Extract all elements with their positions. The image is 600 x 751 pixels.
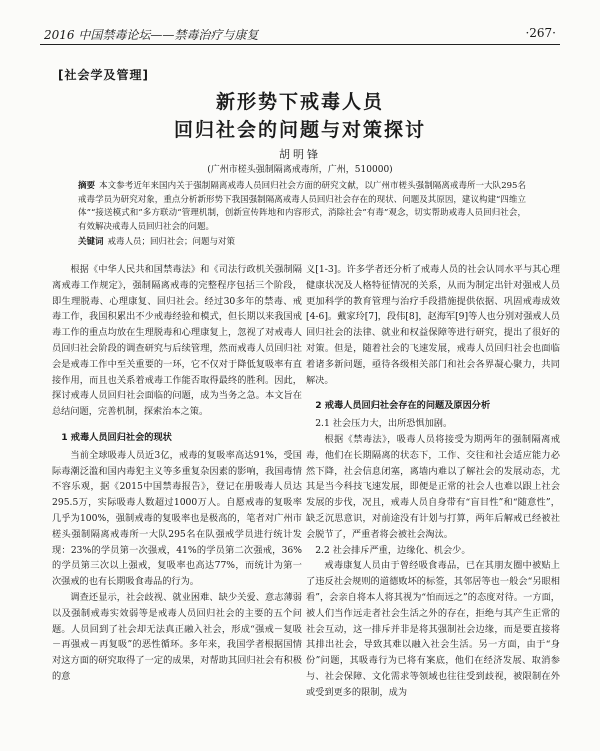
paper-title (0, 88, 600, 144)
affiliation: (广州市槎头强制隔离戒毒所，广州，510000) (207, 165, 393, 175)
journal-title: 2016 中国禁毒论坛——禁毒治疗与康复 (44, 28, 259, 42)
keywords-text: 戒毒人员；回归社会；问题与对策 (107, 237, 236, 247)
section-1-paragraph-2: 调查还显示，社会歧视、就业困难、缺少关爱、意志薄弱以及强制戒毒实效弱等是戒毒人员回归社会的主要的五个问题。人员回到了社会却无法真正融入社会，形成“强戒－复吸－再强戒－再复吸”的恶性循环。多年来，我国学者根据国情对这方面的研究取得了一定的成果，对帮助其回归社会有积极的意 (52, 591, 302, 682)
abstract-text: 本文参考近年来国内关于强制隔离戒毒人员回归社会方面的研究文献，以广州市槎头强制隔离戒毒所一大队295名戒毒学员为研究对象，重点分析新形势下我国强制隔离戒毒人员回归社会存在的现状、问题及其原因，建议构建“四维立体”“接送模式和”多方联动“管理机制，创新宣传阵地和内容形式，消除社会”有毒”观念，切实帮助戒毒人员回归社会，有效解决戒毒人员回归社会的问题。 (78, 181, 526, 232)
continued-paragraph: 义[1-3]。许多学者还分析了戒毒人员的社会认同水平与其心理健康状况及人格特征情况的关系，从而为制定出针对强戒人员更加科学的教育管理与治疗手段措施提供依据、巩固戒毒成效[4-6]。戴家玲[7]，段伟[8]，赵海军[9]等人也分别对强戒人员回归社会的法律、就业和权益保障等进行研究，提出了很好的对策。但是，随着社会的飞速发展，戒毒人员回归社会也面临着诸多新问题，亟待各级相关部门和社会各界凝心聚力，共同解决。 (306, 264, 560, 386)
title-line-2: 回归社会的问题与对策探讨 (173, 119, 426, 141)
section-1-paragraph-1: 当前全球吸毒人员近3亿，戒毒的复吸率高达91%，受国际毒潮泛滥和国内毒犯主义等多重复杂因素的影响，我国毒情不容乐观，据《2015中国禁毒报告》，登记在册吸毒人员达295.5万，实际吸毒人数超过1000万人。自愿戒毒的复吸率几乎为100%，强制戒毒的复吸率也是极高的，笔者对广州市槎头强制隔离戒毒所一大队295名在队强戒学员进行统计发现：23%的学员第一次强戒，41%的学员第二次强戒，36%的学员第三次以上强戒，复吸率也高达77%，而统计为第一次强戒的也有长期吸食毒品的行为。 (52, 449, 302, 588)
keywords-label: 关键词 (78, 237, 104, 247)
heading-section-1: 1 戒毒人员回归社会的现状 (61, 431, 172, 443)
abstract-label: 摘要 (78, 181, 96, 191)
heading-section-2: 2 戒毒人员回归社会存在的问题及原因分析 (315, 400, 491, 412)
section-tag: [社会学及管理] (58, 68, 149, 82)
left-column (52, 262, 302, 685)
heading-section-2-1: 2.1 社会压力大，出所恐惧加剧。 (315, 418, 453, 430)
author: 胡明锋 (279, 148, 321, 161)
intro-paragraph: 根据《中华人民共和国禁毒法》和《司法行政机关强制隔离戒毒工作规定》，强制隔离戒毒的完整程序包括三个阶段，即生理脱毒、心理康复、回归社会。经过30多年的禁毒、戒毒工作，我国积累出不少戒毒经验和模式，但长期以来我国戒毒工作的重点均放在生理脱毒和心理康复上，忽视了对戒毒人员回归社会阶段的调查研究与后续管理，然而戒毒人员回归社会是戒毒工作中至关重要的一环，它不仅对于降低复吸率有直接作用，而且也关系着戒毒工作能否取得最终的胜利。因此，探讨戒毒人员回归社会面临的问题，成为当务之急。本文旨在总结问题，完善机制，探索治本之策。 (52, 264, 302, 418)
abstract (78, 180, 526, 250)
page-number: ·267· (525, 26, 556, 40)
title-line-1: 新形势下戒毒人员 (215, 91, 384, 113)
right-column (306, 262, 560, 701)
section-2-1-paragraph: 根据《禁毒法》，吸毒人员将接受为期两年的强制隔离戒毒，他们在长期隔离的状态下，工作、交往和社会适应能力必然下降，社会信息闭塞，离墙内难以了解社会的发展动态，尤其是当今科技飞速发展，即便是正常的社会人也难以跟上社会发展的步伐，况且，戒毒人员自身带有“盲目性”和“随意性”，缺乏沉思意识，对前途没有计划与打算，两年后解戒已经被社会脱节了，严重者将会被社会淘汰。 (306, 433, 560, 540)
section-2-2-paragraph: 戒毒康复人员由于曾经吸食毒品，已在其朋友圈中被贴上了违反社会规则的道德败坏的标签，其邻居等也一般会“另眼相看”，会亲自将本人将其视为“怕而远之”的态度对待。一方面，被人们当作远走者社会生活之外的存在，拒绝与其产生正常的社会互动，这一排斥并非是将其强制社会边缘，而是要直接将其排出社会，导致其难以融入社会生活。另一方面，由于“身份”问题，其吸毒行为已将有案底，他们在经济发展、取消参与、社会保障、文化需求等领域也往往受到歧视，被限制在外或受到更多的限制，成为 (306, 560, 560, 698)
running-header (40, 22, 560, 45)
heading-section-2-2: 2.2 社会排斥严重，边缘化、机会少。 (315, 544, 471, 556)
